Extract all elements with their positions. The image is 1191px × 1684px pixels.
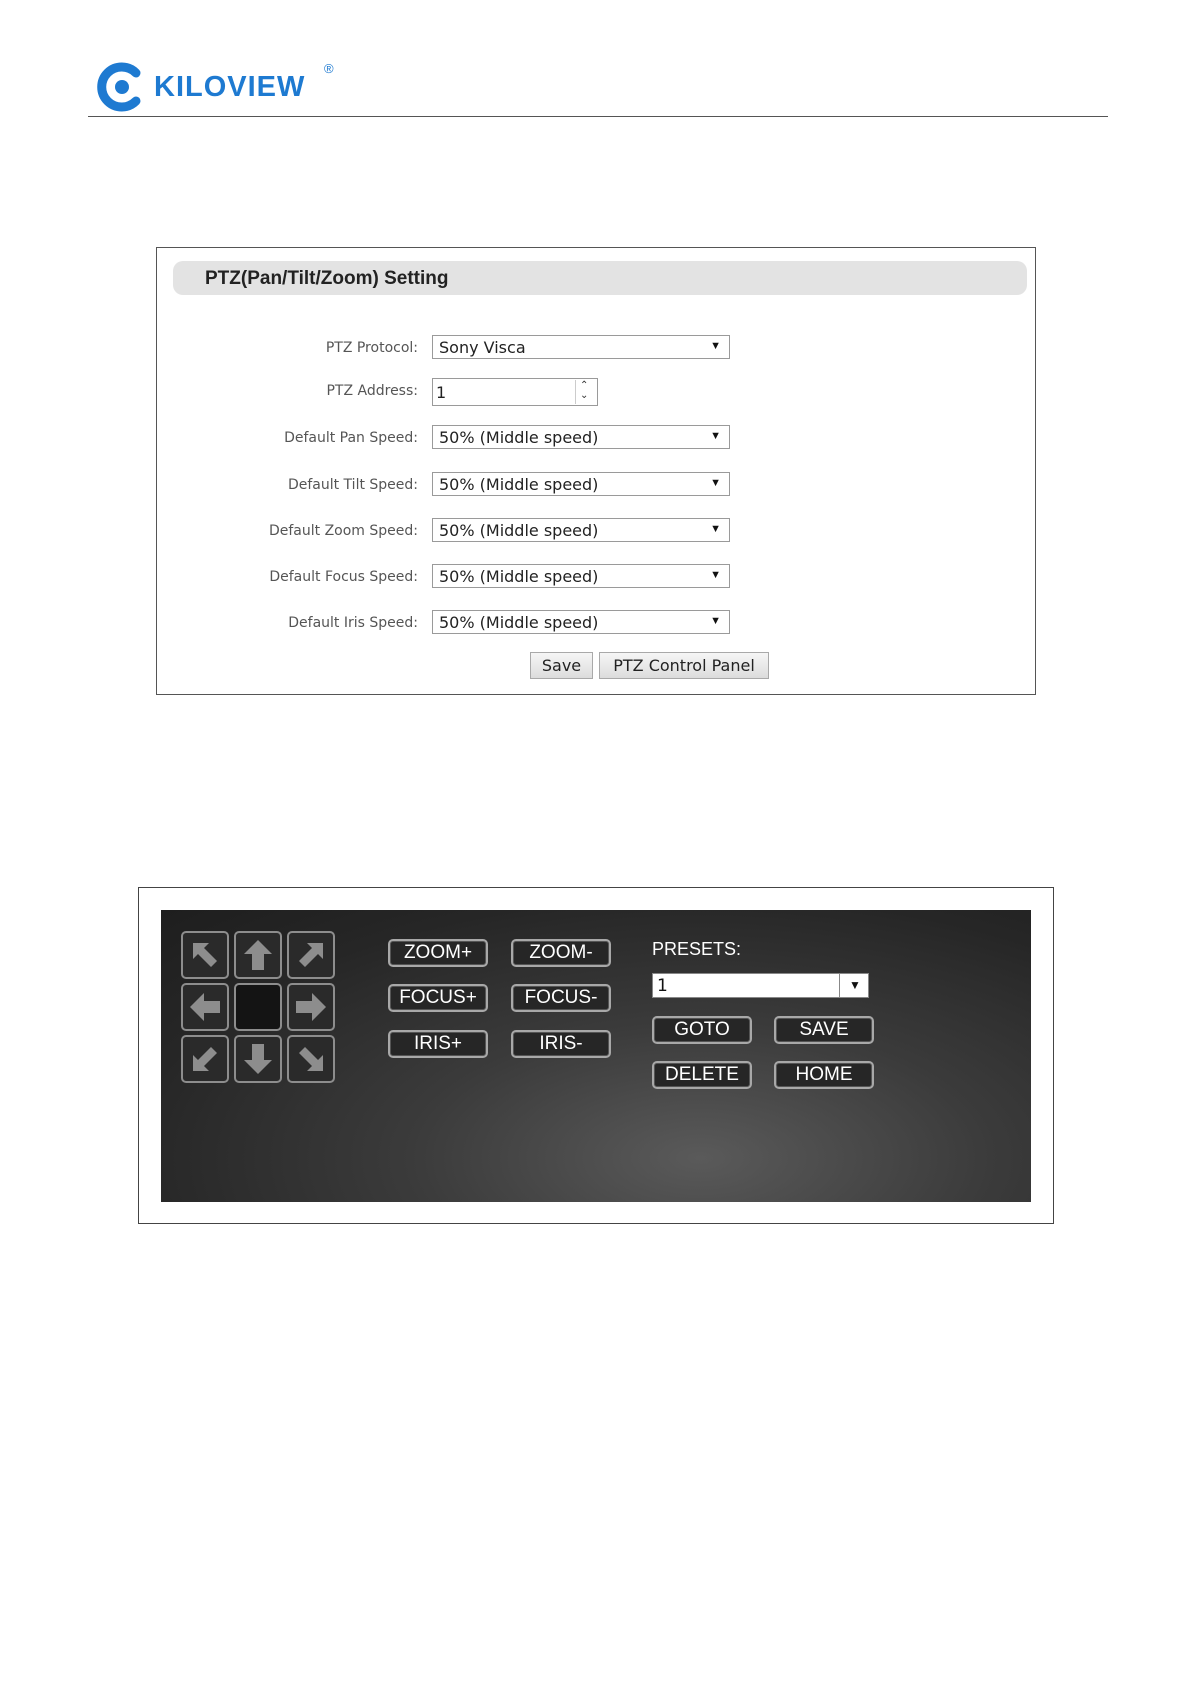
header-divider — [88, 116, 1108, 117]
pan-speed-select[interactable] — [432, 425, 730, 449]
ptz-settings-panel — [156, 247, 1036, 695]
pan-down-right-button[interactable] — [287, 1035, 335, 1083]
settings-title: PTZ(Pan/Tilt/Zoom) Setting — [205, 268, 449, 289]
zoom-out-button[interactable]: ZOOM- — [511, 939, 611, 967]
zoom-speed-row — [157, 518, 1037, 544]
tilt-up-button[interactable] — [234, 931, 282, 979]
arrow-up-left-icon — [187, 937, 223, 973]
dropdown-arrow-icon: ▼ — [849, 978, 861, 992]
preset-delete-button[interactable]: DELETE — [652, 1061, 752, 1089]
dropdown-arrow-icon: ▼ — [710, 523, 721, 535]
focus-in-button[interactable]: FOCUS+ — [388, 984, 488, 1012]
ptz-address-stepper[interactable] — [575, 380, 596, 404]
pan-left-button[interactable] — [181, 983, 229, 1031]
ptz-control-panel — [161, 910, 1031, 1202]
ptz-control-frame — [138, 887, 1054, 1224]
iris-in-button[interactable]: IRIS+ — [388, 1030, 488, 1058]
ptz-address-input[interactable] — [432, 378, 598, 406]
kiloview-logo — [96, 61, 396, 115]
arrow-down-left-icon — [187, 1041, 223, 1077]
tilt-speed-select[interactable] — [432, 472, 730, 496]
focus-out-button[interactable]: FOCUS- — [511, 984, 611, 1012]
focus-speed-value: 50% (Middle speed) — [439, 567, 599, 586]
pan-speed-row — [157, 425, 1037, 451]
ptz-protocol-row — [157, 335, 1037, 361]
focus-speed-select[interactable] — [432, 564, 730, 588]
pan-down-left-button[interactable] — [181, 1035, 229, 1083]
tilt-speed-value: 50% (Middle speed) — [439, 475, 599, 494]
iris-speed-select[interactable] — [432, 610, 730, 634]
arrow-left-icon — [187, 989, 223, 1025]
tilt-down-button[interactable] — [234, 1035, 282, 1083]
pan-right-button[interactable] — [287, 983, 335, 1031]
zoom-speed-label: Default Zoom Speed: — [268, 523, 418, 539]
dropdown-arrow-icon: ▼ — [710, 477, 721, 489]
brand-name: KILOVIEW — [154, 71, 306, 103]
dropdown-arrow-icon: ▼ — [710, 615, 721, 627]
ptz-protocol-value: Sony Visca — [439, 338, 526, 357]
dropdown-arrow-icon: ▼ — [710, 340, 721, 352]
iris-speed-value: 50% (Middle speed) — [439, 613, 599, 632]
iris-speed-row — [157, 610, 1037, 636]
dropdown-arrow-icon: ▼ — [710, 569, 721, 581]
ptz-address-value: 1 — [436, 383, 447, 402]
ptz-control-panel-button[interactable]: PTZ Control Panel — [599, 652, 769, 679]
pan-up-left-button[interactable] — [181, 931, 229, 979]
stepper-up-icon[interactable]: ⌃ — [580, 380, 589, 391]
iris-out-button[interactable]: IRIS- — [511, 1030, 611, 1058]
tilt-speed-row — [157, 472, 1037, 498]
presets-label: PRESETS: — [652, 939, 742, 959]
logo-mark-icon — [96, 61, 148, 113]
dropdown-arrow-icon: ▼ — [710, 430, 721, 442]
zoom-in-button[interactable]: ZOOM+ — [388, 939, 488, 967]
preset-dropdown-toggle[interactable] — [839, 974, 868, 997]
pan-speed-value: 50% (Middle speed) — [439, 428, 599, 447]
preset-select[interactable] — [652, 973, 869, 998]
zoom-speed-value: 50% (Middle speed) — [439, 521, 599, 540]
preset-home-button[interactable]: HOME — [774, 1061, 874, 1089]
zoom-speed-select[interactable] — [432, 518, 730, 542]
arrow-right-icon — [293, 989, 329, 1025]
tilt-speed-label: Default Tilt Speed: — [287, 477, 418, 493]
preset-goto-button[interactable]: GOTO — [652, 1016, 752, 1044]
save-button[interactable]: Save — [530, 652, 593, 679]
arrow-up-right-icon — [293, 937, 329, 973]
ptz-center-button[interactable] — [234, 983, 282, 1031]
focus-speed-row — [157, 564, 1037, 590]
preset-save-button[interactable]: SAVE — [774, 1016, 874, 1044]
arrow-down-icon — [240, 1041, 276, 1077]
pan-speed-label: Default Pan Speed: — [284, 430, 418, 446]
pan-up-right-button[interactable] — [287, 931, 335, 979]
stepper-down-icon[interactable]: ⌄ — [580, 390, 589, 401]
ptz-protocol-label: PTZ Protocol: — [325, 340, 418, 356]
arrow-down-right-icon — [293, 1041, 329, 1077]
ptz-address-row — [157, 378, 1037, 404]
preset-value: 1 — [657, 976, 668, 996]
settings-title-bar — [173, 261, 1027, 295]
iris-speed-label: Default Iris Speed: — [288, 615, 418, 631]
registered-mark: ® — [324, 61, 334, 76]
ptz-address-label: PTZ Address: — [326, 383, 418, 399]
focus-speed-label: Default Focus Speed: — [269, 569, 418, 585]
ptz-protocol-select[interactable] — [432, 335, 730, 359]
document-header — [88, 55, 1108, 115]
arrow-up-icon — [240, 937, 276, 973]
